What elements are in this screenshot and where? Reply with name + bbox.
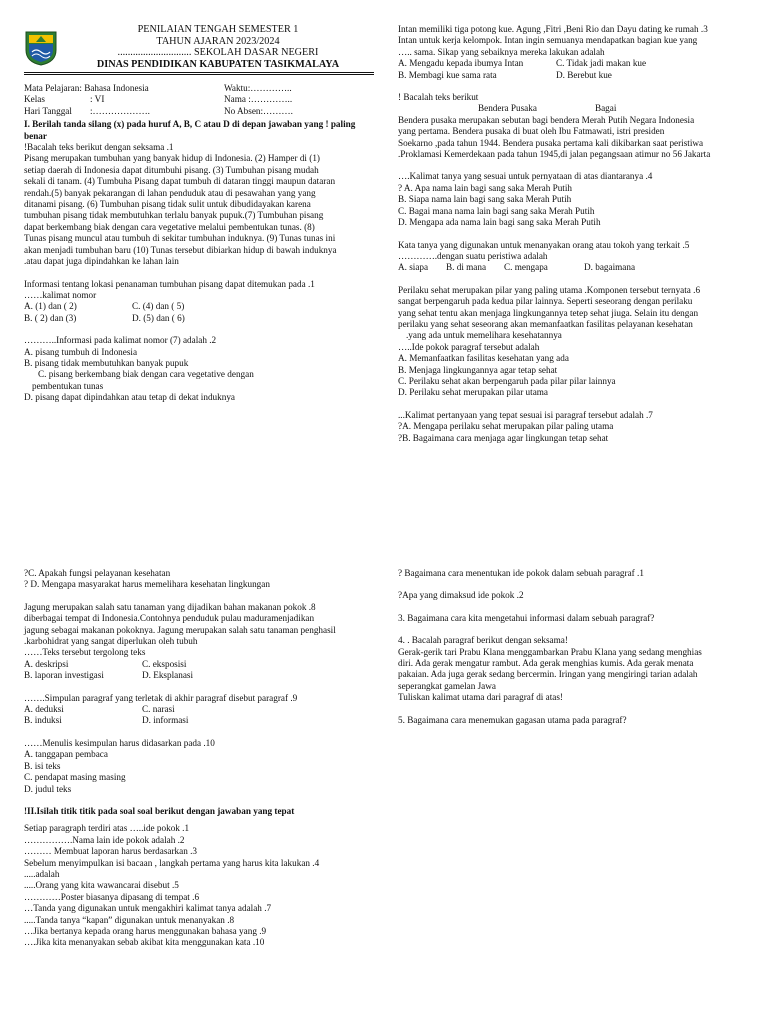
- list-item: .....Tanda tanya “kapan” digunakan untuk menanyakan .8: [24, 914, 235, 925]
- passage-intro: !Bacalah teks berikut dengan seksama .1: [24, 142, 174, 153]
- header-line-4: DINAS PENDIDIKAN KABUPATEN TASIKMALAYA: [96, 58, 340, 70]
- nama: Nama :…………..: [224, 94, 293, 105]
- option-c: C. (4) dan ( 5): [132, 301, 185, 312]
- no-absen: No Absen:……….: [224, 105, 293, 116]
- column-top-left: [24, 24, 374, 404]
- option-b: B. induksi: [24, 715, 62, 726]
- passage-pisang: Pisang merupakan tumbuhan yang banyak hidup di Indonesia. (2) Hamper di (1) setiap daerah di Indonesia dapat ditumbuhi pisang. (3) Tumbuhan pisang mudah sekali di tanam. (4) Tumbuha Pisang dapat tumbuh di dataran tinggi maupun dataran rendah.(5) banyak pekarangan di lahan penduduk atau di pesawahan yang yang ditanami pisang. (6) Tumbuhan pisang tidak sulit untuk dibudidayakan karena tumbuhan pisang tidak membutuhkan terlalu banyak pupuk.(7) Tumbuhan pisang dapat berkembang biak dengan cara vegetative melalui pembentukan tunas. (8) Tunas pisang muncul atau tumbuh di sekitar tumbuhan induknya. (9) Tunas tunas ini akan menjadi tumbuhan baru (10) Tunas tersebut dibiarkan hidup di bawah induknya .atau dapat juga dipindahkan ke lahan lain: [24, 153, 337, 267]
- passage-bendera: Bendera pusaka merupakan sebutan bagi bendera Merah Putih Negara Indonesia yang pertama. Bendera pusaka di buat oleh Ibu Fatmawati, istri presiden Soekarno ,pada tahun 1944. Bendera pusaka pertama kali dikibarkan saat peristiwa .Proklamasi Kemerdekaan pada tahun 1945,di jalan pegangsaan atimur no 56 Jakarta: [398, 114, 711, 160]
- option-a: A. deduksi: [24, 704, 64, 715]
- option-a: ?A. Mengapa perilaku sehat merupakan pilar paling utama: [398, 421, 614, 432]
- option-a: A. deskripsi: [24, 658, 69, 669]
- essay-4-passage: Gerak-gerik tari Prabu Klana menggambarkan Prabu Klana yang sedang menghias diri. Ada gerak mengatur rambut. Ada gerak menghias kumis. Ada gerak menata pakaian. Ada juga gerak sedang bercermin. Iringan yang mengiringi tarian adalah seperangkat gamelan Jawa Tuliskan kalimat utama dari paragraf di atas!: [398, 646, 702, 703]
- option-a: A. siapa: [398, 262, 429, 273]
- option-a: A. Memanfaatkan fasilitas kesehatan yang ada: [398, 353, 569, 364]
- list-item: …Tanda yang digunakan untuk mengakhiri kalimat tanya adalah .7: [24, 903, 272, 914]
- list-item: …Jika bertanya kepada orang harus menggunakan bahasa yang .9: [24, 925, 267, 936]
- q7-option-d: ? D. Mengapa masyarakat harus memelihara kesehatan lingkungan: [24, 579, 270, 590]
- option-b: B. ( 2) dan (3): [24, 312, 77, 323]
- kabupaten-tasikmalaya-emblem-icon: [24, 28, 58, 66]
- option-c: C. pisang berkembang biak dengan cara vegetative dengan: [38, 369, 254, 380]
- option-d: D. Perilaku sehat merupakan pilar utama: [398, 387, 549, 398]
- header-line-1: PENILAIAN TENGAH SEMESTER 1: [137, 24, 299, 35]
- option-d: D. pisang dapat dipindahkan atau tetap di dekat induknya: [24, 392, 235, 403]
- hari-label: Hari Tanggal: [24, 105, 72, 116]
- section-2-title: !II.Isilah titik titik pada soal soal berikut dengan jawaban yang tepat: [24, 805, 295, 816]
- list-item: …………Poster biasanya dipasang di tempat .6: [24, 891, 200, 902]
- option-b: B. Menjaga lingkungannya agar tetap sehat: [398, 364, 558, 375]
- essay-5: 5. Bagaimana cara menemukan gagasan utama pada paragraf?: [398, 714, 627, 725]
- essay-3: 3. Bagaimana cara kita mengetahui informasi dalam sebuah paragraf?: [398, 612, 655, 623]
- section-1-title: I. Berilah tanda silang (x) pada huruf A, B, C atau D di depan jawaban yang ! paling benar: [24, 119, 356, 141]
- q7-option-c: ?C. Apakah fungsi pelayanan kesehatan: [24, 568, 171, 578]
- student-info: [24, 83, 374, 117]
- header-line-2: TAHUN AJARAN 2023/2024: [156, 35, 280, 47]
- option-d: D. (5) dan ( 6): [132, 312, 185, 323]
- hari-value: :……………….: [90, 105, 150, 116]
- question-10: ……Menulis kesimpulan harus didasarkan pada .10 A. tanggapan pembaca B. isi teks C. pendapat masing masing D. judul teks: [24, 738, 374, 795]
- option-c: C. Bagai mana nama lain bagi sang saka Merah Putih: [398, 205, 595, 216]
- column-top-right: [398, 24, 744, 444]
- option-b: B. pisang tidak membutuhkan banyak pupuk: [24, 357, 189, 368]
- option-a: A. (1) dan ( 2): [24, 301, 77, 312]
- exam-header: [62, 24, 374, 70]
- option-d: D. Berebut kue: [556, 69, 612, 80]
- column-bottom-right: [398, 568, 744, 726]
- option-c: C. narasi: [142, 704, 175, 715]
- option-c: C. Perilaku sehat akan berpengaruh pada pilar pilar lainnya: [398, 375, 616, 386]
- option-d: D. bagaimana: [584, 262, 636, 273]
- header-divider: [24, 72, 374, 75]
- header-line-3: ............................. SEKOLAH DASAR NEGERI: [117, 47, 319, 58]
- option-b: B. Membagi kue sama rata: [398, 69, 497, 80]
- option-c: C. mengapa: [504, 262, 548, 273]
- option-b: B. isi teks: [24, 760, 61, 771]
- list-item: ….Jika kita menanyakan sebab akibat kita menggunakan kata .10: [24, 937, 265, 948]
- question-6: Perilaku sehat merupakan pilar yang paling utama .Komponen tersebut ternyata .6 sangat berpengaruh pada kedua pilar lainnya. Seperti seseorang dengan perilaku yang sehat tentu akan menjaga lingkungannya tetep sehat jiuga. Selain itu dengan perilaku yang sehat seseorang akan memanfaatkan fasilitas pelayanan kesehatan .yang ada untuk memelihara kesehatannya …..Ide pokok paragraf tersebut adalah A. Memanfaatkan fasilitas kesehatan yang ada B. Menjaga lingkungannya agar tetap sehat C. Perilaku sehat akan berpengaruh pada pilar pilar lainnya D. Perilaku sehat merupakan pilar utama: [398, 285, 744, 399]
- question-5: Kata tanya yang digunakan untuk menanyakan orang atau tokoh yang terkait .5 ………….dengan suatu peristiwa adalah A. siapa B. di mana C. mengapa D. bagaimana: [398, 240, 744, 274]
- option-d: D. informasi: [142, 715, 189, 726]
- option-c: C. Tidak jadi makan kue: [556, 58, 647, 69]
- option-a: A. Mengadu kepada ibumya Intan: [398, 58, 524, 69]
- essay-1: ? Bagaimana cara menentukan ide pokok dalam sebuah paragraf .1: [398, 568, 644, 578]
- column-bottom-left: [24, 568, 374, 949]
- waktu: Waktu:…………..: [224, 83, 292, 93]
- list-item: .....adalah: [24, 868, 60, 879]
- question-7: ...Kalimat pertanyaan yang tepat sesuai isi paragraf tersebut adalah .7 ?A. Mengapa perilaku sehat merupakan pilar paling utama ?B. Bagaimana cara menjaga agar lingkungan tetap sehat: [398, 410, 744, 444]
- option-d: D. Eksplanasi: [142, 670, 194, 681]
- list-item: Setiap paragraph terdiri atas …..ide pokok .1: [24, 823, 190, 834]
- option-b: B. Siapa nama lain bagi sang saka Merah Putih: [398, 194, 572, 205]
- option-b: B. di mana: [446, 262, 487, 273]
- option-a: A. pisang tumbuh di Indonesia: [24, 346, 138, 357]
- option-b: B. laporan investigasi: [24, 670, 104, 681]
- question-9: …….Simpulan paragraf yang terletak di akhir paragraf disebut paragraf .9 A. deduksi C. narasi B. induksi D. informasi: [24, 692, 298, 726]
- question-4: ….Kalimat tanya yang sesuai untuk pernyataan di atas diantaranya .4 ? A. Apa nama lain bagi sang saka Merah Putih B. Siapa nama lain bagi sang saka Merah Putih C. Bagai mana nama lain bagi sang saka Merah Putih D. Mengapa ada nama lain bagi sang saka Merah Putih: [398, 171, 744, 228]
- question-2: ………..Informasi pada kalimat nomor (7) adalah .2 A. pisang tumbuh di Indonesia B. pisang tidak membutuhkan banyak pupuk C. pisang berkembang biak dengan cara vegetative dengan pembentukan tunas D. pisang dapat dipindahkan atau tetap di dekat induknya: [24, 335, 374, 403]
- passage-intro-2: ! Bacalah teks berikut: [398, 92, 479, 103]
- question-8: Jagung merupakan salah satu tanaman yang dijadikan bahan makanan pokok .8 diberbagai tempat di Indonesia.Contohnya penduduk pulau maduramenjadikan jagung sebagai makanan pokoknya. Jagung merupakan salah satu tanaman penghasil .karbohidrat yang sangat diperlukan oleh tubuh ……Teks tersebut tergolong teks A. deskripsi C. eksposisi B. laporan investigasi D. Eksplanasi: [24, 601, 336, 681]
- essay-2: ?Apa yang dimaksud ide pokok .2: [398, 590, 524, 601]
- kelas-value: : VI: [90, 94, 105, 105]
- list-item: ……… Membuat laporan harus berdasarkan .3: [24, 846, 197, 857]
- option-a: ? A. Apa nama lain bagi sang saka Merah Putih: [398, 182, 573, 193]
- passage-title: Bendera Pusaka Bagai: [478, 103, 617, 114]
- option-c: C. eksposisi: [142, 658, 187, 669]
- list-item: …………….Nama lain ide pokok adalah .2: [24, 834, 185, 845]
- fill-in-list: [24, 823, 374, 948]
- essay-4: 4. . Bacalah paragraf berikut dengan seksama!: [398, 635, 568, 646]
- option-d: D. judul teks: [24, 783, 72, 794]
- option-c-cont: pembentukan tunas: [32, 380, 104, 391]
- option-b: ?B. Bagaimana cara menjaga agar lingkungan tetap sehat: [398, 432, 609, 443]
- option-a: A. tanggapan pembaca: [24, 749, 108, 760]
- mapel: Mata Pelajaran: Bahasa Indonesia: [24, 83, 149, 93]
- option-c: C. pendapat masing masing: [24, 772, 126, 783]
- option-d: D. Mengapa ada nama lain bagi sang saka Merah Putih: [398, 217, 601, 228]
- list-item: Sebelum menyimpulkan isi bacaan , langkah pertama yang harus kita lakukan .4: [24, 857, 320, 868]
- question-3: Intan memiliki tiga potong kue. Agung ,Fitri ,Beni Rio dan Dayu dating ke rumah .3 Intan untuk kerja kelompok. Intan ingin semuanya mendapatkan bagian kue yang ….. sama. Sikap yang sebaiknya mereka lakukan adalah A. Mengadu kepada ibumya Intan C. Tidak jadi makan kue B. Membagi kue sama rata D. Berebut kue: [398, 24, 744, 81]
- list-item: .....Orang yang kita wawancarai disebut .5: [24, 880, 179, 891]
- question-1: Informasi tentang lokasi penanaman tumbuhan pisang dapat ditemukan pada .1 ……kalimat nomor A. (1) dan ( 2) C. (4) dan ( 5) B. ( 2) dan (3) D. (5) dan ( 6): [24, 278, 315, 323]
- kelas-label: Kelas: [24, 94, 45, 105]
